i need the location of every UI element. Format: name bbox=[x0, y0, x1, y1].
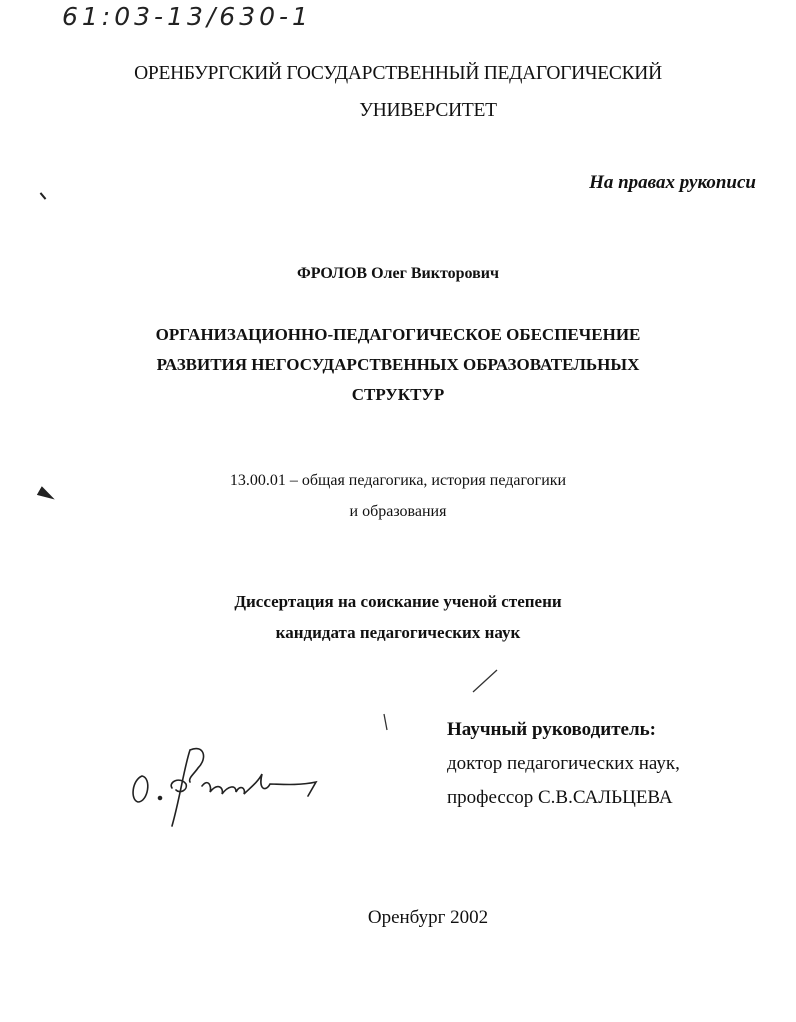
supervisor-line-2: профессор С.В.САЛЬЦЕВА bbox=[447, 787, 673, 808]
title-line-3: СТРУКТУР bbox=[351, 385, 445, 404]
signature bbox=[128, 738, 328, 828]
pen-stroke-mark bbox=[382, 712, 390, 732]
city-year: Оренбург 2002 bbox=[367, 907, 489, 928]
university-line-2: УНИВЕРСИТЕТ bbox=[359, 99, 497, 121]
title-line-2: РАЗВИТИЯ НЕГОСУДАРСТВЕННЫХ ОБРАЗОВАТЕЛЬНЫХ bbox=[156, 355, 640, 374]
title-line-1: ОРГАНИЗАЦИОННО-ПЕДАГОГИЧЕСКОЕ ОБЕСПЕЧЕНИЕ bbox=[155, 325, 641, 344]
university-line-1: ОРЕНБУРГСКИЙ ГОСУДАРСТВЕННЫЙ ПЕДАГОГИЧЕСКИЙ bbox=[134, 62, 662, 84]
specialty-line-2: и образования bbox=[349, 503, 447, 520]
supervisor-line-1: доктор педагогических наук, bbox=[447, 753, 680, 774]
specialty-line-1: 13.00.01 – общая педагогика, история педагогики bbox=[229, 472, 567, 489]
author-name bbox=[0, 265, 796, 283]
degree bbox=[0, 586, 796, 648]
supervisor-label: Научный руководитель: bbox=[447, 719, 656, 740]
archive-code: 61:03-13/630-1 bbox=[62, 2, 312, 31]
degree-line-1: Диссертация на соискание ученой степени bbox=[234, 592, 562, 611]
degree-line-2: кандидата педагогических наук bbox=[275, 623, 521, 642]
dissertation-title bbox=[0, 320, 796, 410]
supervisor-block bbox=[447, 713, 680, 815]
scan-artifact bbox=[40, 192, 47, 199]
author-given-names: Олег Викторович bbox=[371, 265, 500, 282]
specialty bbox=[0, 465, 796, 527]
pen-stroke-mark bbox=[470, 668, 500, 694]
author-surname: ФРОЛОВ bbox=[296, 265, 368, 282]
manuscript-rights: На правах рукописи bbox=[589, 172, 756, 193]
